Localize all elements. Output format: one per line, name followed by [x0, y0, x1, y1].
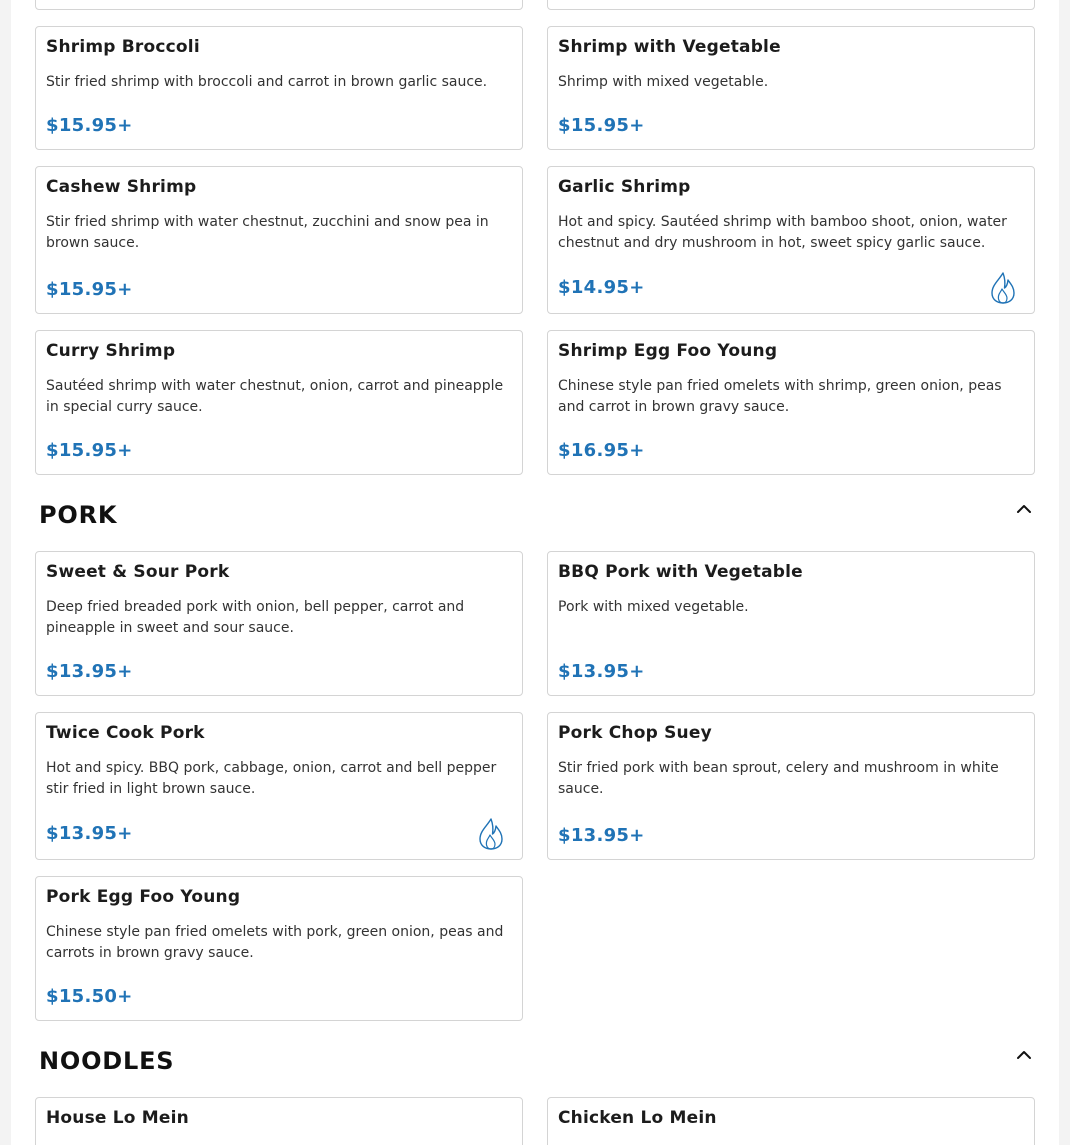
item-description: Shrimp with mixed vegetable. [558, 74, 769, 90]
item-name: Twice Cook Pork [46, 723, 205, 743]
item-price: $13.95+ [46, 823, 133, 844]
chevron-up-icon[interactable] [1016, 1049, 1032, 1061]
item-name: Garlic Shrimp [558, 177, 691, 197]
spicy-flame-icon [478, 818, 504, 850]
item-price: $15.95+ [558, 115, 645, 136]
section-title-noodles: NOODLES [39, 1047, 175, 1075]
item-description: Hot and spicy. BBQ pork, cabbage, onion, carrot and bell pepper stir fried in light brown sauce. [46, 760, 497, 797]
section-title-pork: PORK [39, 501, 118, 529]
item-name: Shrimp Broccoli [46, 37, 200, 57]
menu-page [11, 0, 1059, 1145]
item-price: $15.50+ [46, 986, 133, 1007]
menu-item-card[interactable] [547, 26, 1035, 150]
item-description: Deep fried breaded pork with onion, bell pepper, carrot and pineapple in sweet and sour sauce. [46, 599, 465, 636]
spicy-flame-icon [990, 272, 1016, 304]
item-description: Sautéed shrimp with water chestnut, onion, carrot and pineapple in special curry sauce. [46, 378, 504, 415]
item-price: $13.95+ [558, 825, 645, 846]
menu-item-card[interactable] [35, 166, 523, 314]
menu-item-card[interactable] [547, 551, 1035, 696]
item-price: $15.95+ [46, 440, 133, 461]
item-price: $15.95+ [46, 115, 133, 136]
item-price: $13.95+ [46, 661, 133, 682]
item-price: $14.95+ [558, 277, 645, 298]
item-description: Stir fried shrimp with water chestnut, zucchini and snow pea in brown sauce. [46, 214, 489, 251]
menu-item-card-partial[interactable] [547, 0, 1035, 10]
item-name: Pork Chop Suey [558, 723, 712, 743]
item-price: $15.95+ [46, 279, 133, 300]
menu-item-card[interactable] [547, 166, 1035, 314]
menu-item-card[interactable] [547, 1097, 1035, 1145]
item-name: Shrimp Egg Foo Young [558, 341, 778, 361]
menu-item-card[interactable] [35, 712, 523, 860]
menu-item-card-partial[interactable] [35, 0, 523, 10]
item-name: Chicken Lo Mein [558, 1108, 717, 1128]
menu-item-card[interactable] [35, 330, 523, 475]
item-price: $16.95+ [558, 440, 645, 461]
menu-item-card[interactable] [35, 876, 523, 1021]
item-name: Curry Shrimp [46, 341, 176, 361]
item-description: Stir fried pork with bean sprout, celery and mushroom in white sauce. [558, 760, 999, 797]
item-name: Sweet & Sour Pork [46, 562, 230, 582]
item-description: Stir fried shrimp with broccoli and carrot in brown garlic sauce. [46, 74, 488, 90]
item-description: Hot and spicy. Sautéed shrimp with bamboo shoot, onion, water chestnut and dry mushroom in hot, sweet spicy garlic sauce. [558, 214, 1007, 251]
menu-item-card[interactable] [35, 26, 523, 150]
item-description: Pork with mixed vegetable. [558, 599, 749, 615]
item-name: Pork Egg Foo Young [46, 887, 241, 907]
menu-item-card[interactable] [35, 551, 523, 696]
item-description: Chinese style pan fried omelets with pork, green onion, peas and carrots in brown gravy sauce. [46, 924, 504, 961]
item-name: Shrimp with Vegetable [558, 37, 781, 57]
menu-item-card[interactable] [35, 1097, 523, 1145]
menu-item-card[interactable] [547, 712, 1035, 860]
chevron-up-icon[interactable] [1016, 503, 1032, 515]
item-name: Cashew Shrimp [46, 177, 197, 197]
item-name: House Lo Mein [46, 1108, 189, 1128]
item-price: $13.95+ [558, 661, 645, 682]
item-name: BBQ Pork with Vegetable [558, 562, 803, 582]
item-description: Chinese style pan fried omelets with shrimp, green onion, peas and carrot in brown gravy sauce. [558, 378, 1002, 415]
menu-item-card[interactable] [547, 330, 1035, 475]
